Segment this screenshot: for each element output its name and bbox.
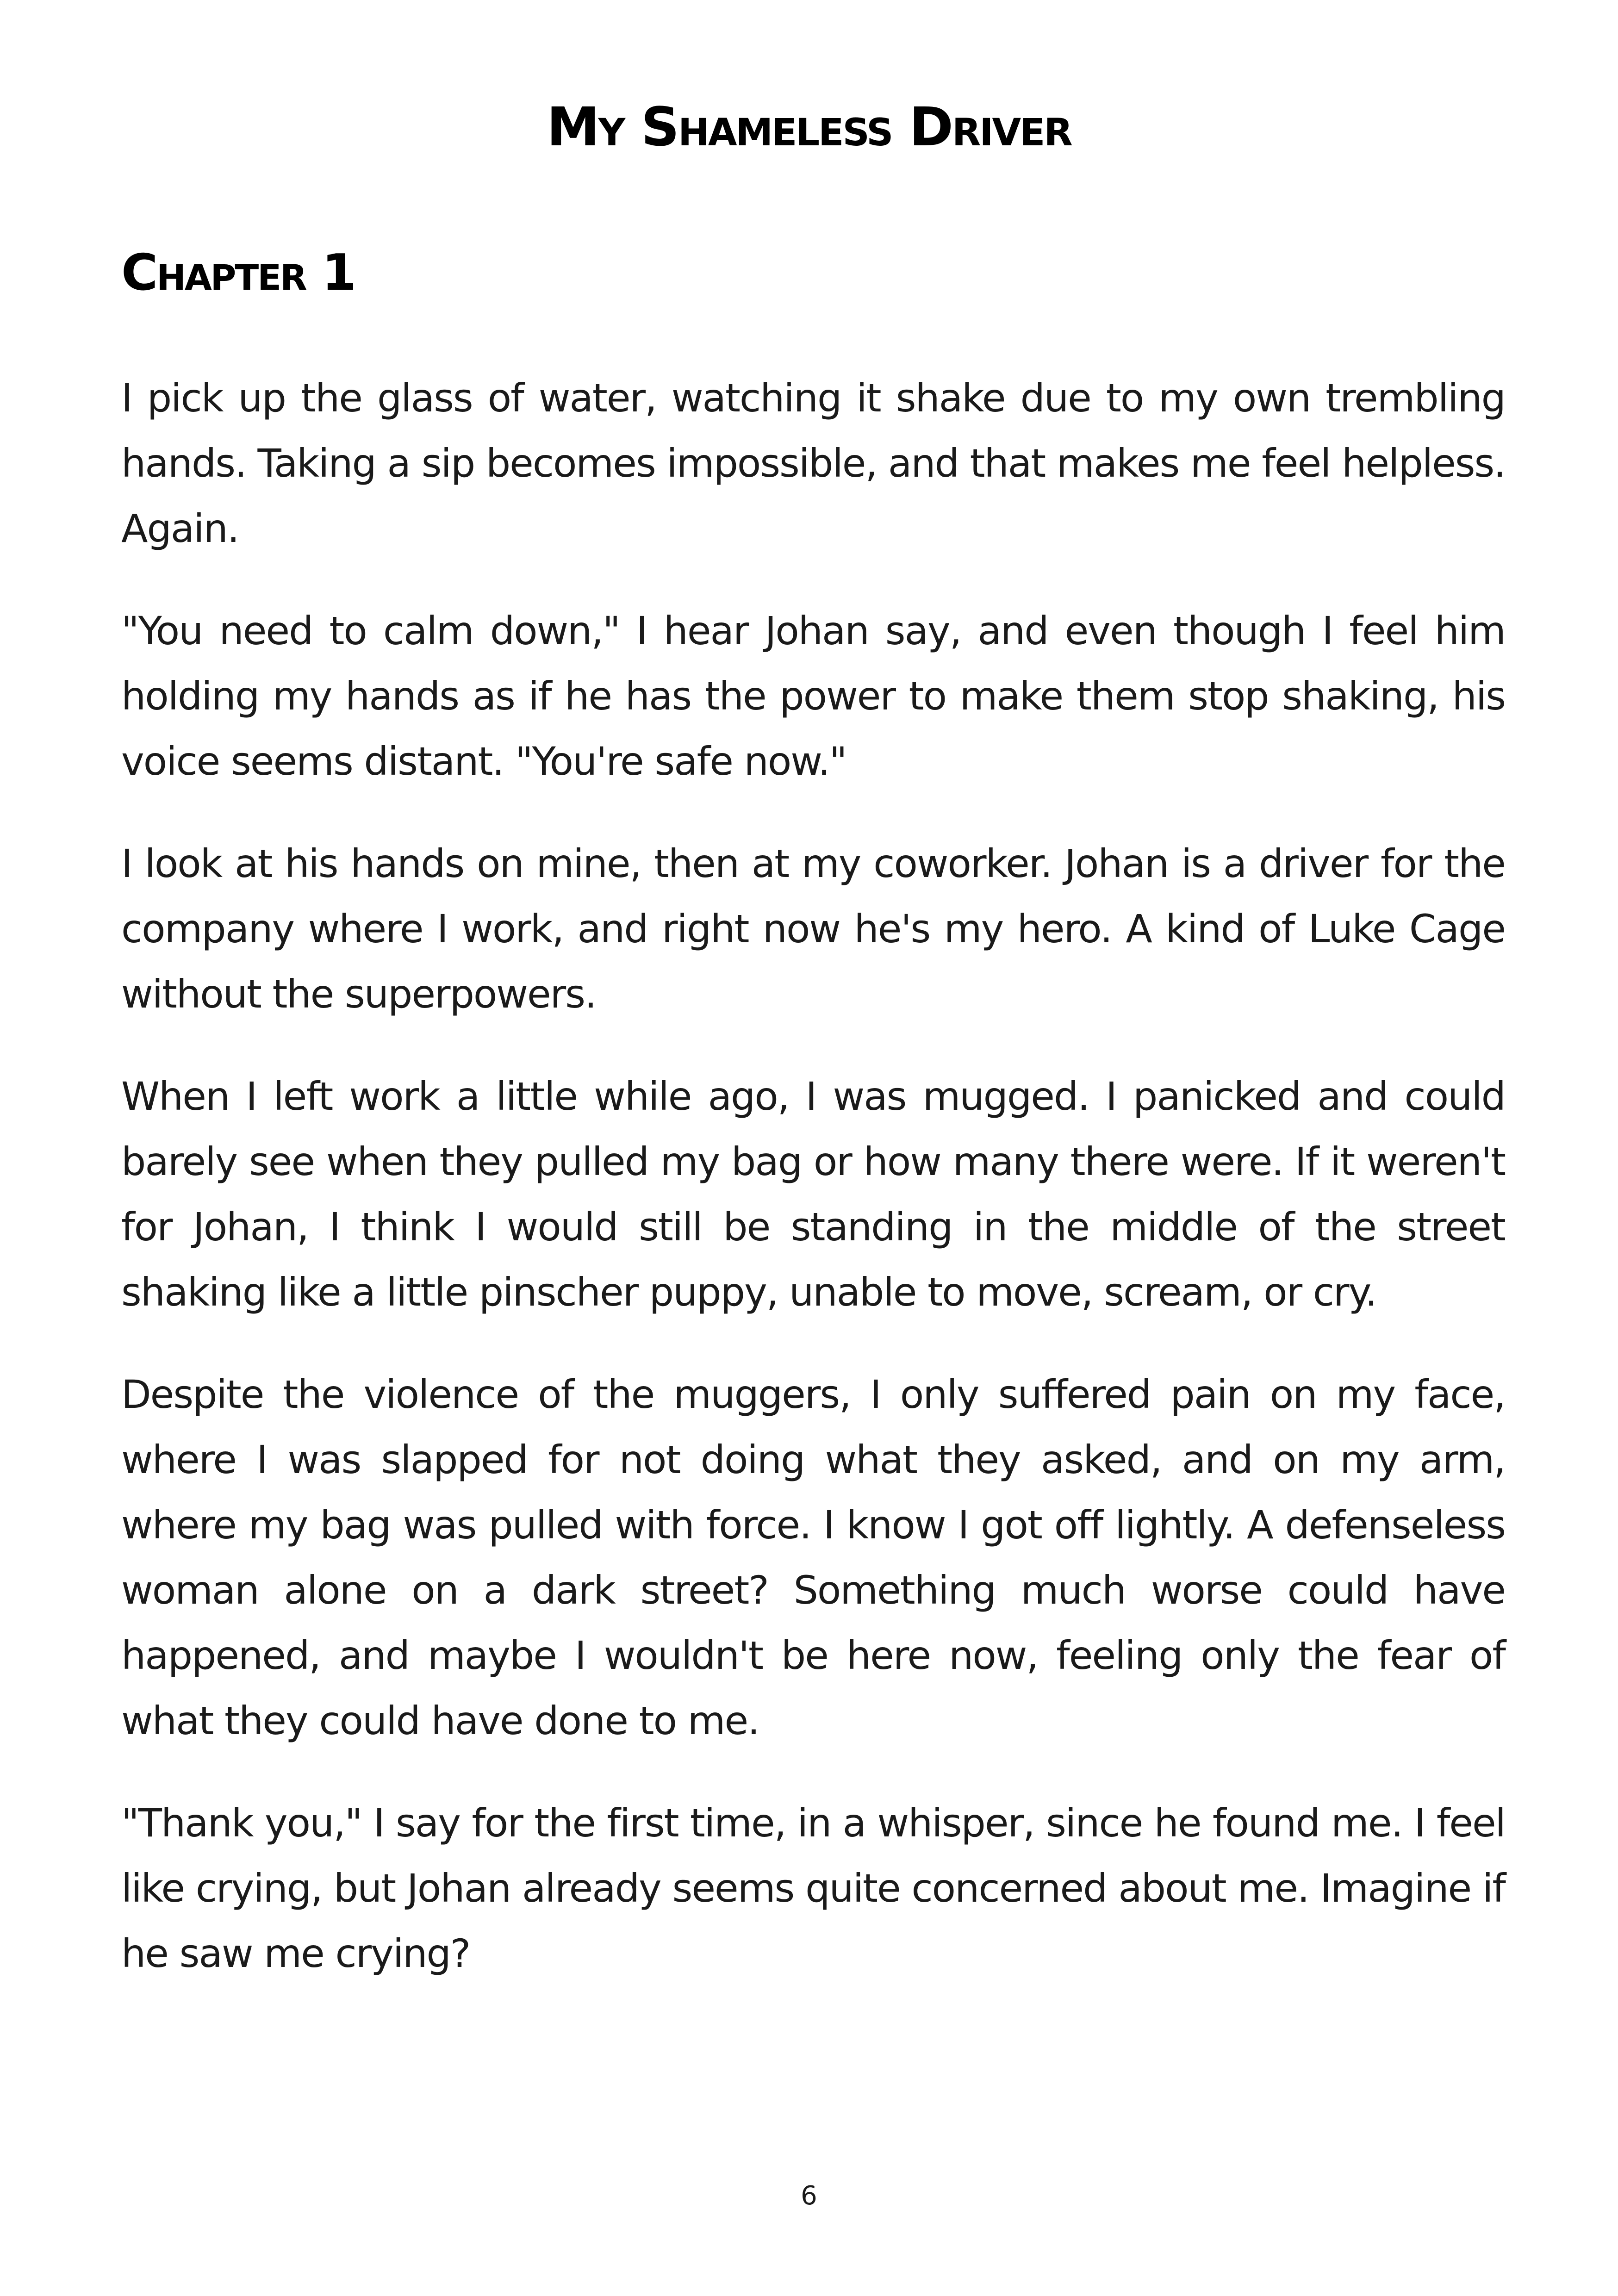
paragraph: Despite the violence of the muggers, I only suffered pain on my face, where I was slapped for not doing what they asked, and on my arm, where my bag was pulled with force. I know I got off lightly. A defenseless woman alone on a dark street? Something much worse could have happened, and maybe I wouldn't be here now, feeling only the fear of what they could have done to me. (121, 1372, 1505, 1743)
chapter-body (121, 366, 1505, 2023)
chapter-heading: Chapter 1 (121, 244, 355, 302)
paragraph: "Thank you," I say for the first time, in a whisper, since he found me. I feel like crying, but Johan already seems quite concerned about me. Imagine if he saw me crying? (121, 1800, 1505, 1976)
paragraph: I pick up the glass of water, watching it shake due to my own trembling hands. Taking a sip becomes impossible, and that makes me feel helpless. Again. (121, 375, 1506, 551)
page-number: 6 (801, 2181, 817, 2211)
paragraph: I look at his hands on mine, then at my coworker. Johan is a driver for the company where I work, and right now he's my hero. A kind of Luke Cage without the superpowers. (121, 841, 1505, 1017)
paragraph: "You need to calm down," I hear Johan say, and even though I feel him holding my hands as if he has the power to make them stop shaking, his voice seems distant. "You're safe now." (121, 608, 1505, 784)
paragraph: When I left work a little while ago, I was mugged. I panicked and could barely see when they pulled my bag or how many there were. If it weren't for Johan, I think I would still be standing in the middle of the street shaking like a little pinscher puppy, unable to move, scream, or cry. (121, 1074, 1505, 1315)
book-title: My Shameless Driver (547, 96, 1071, 158)
